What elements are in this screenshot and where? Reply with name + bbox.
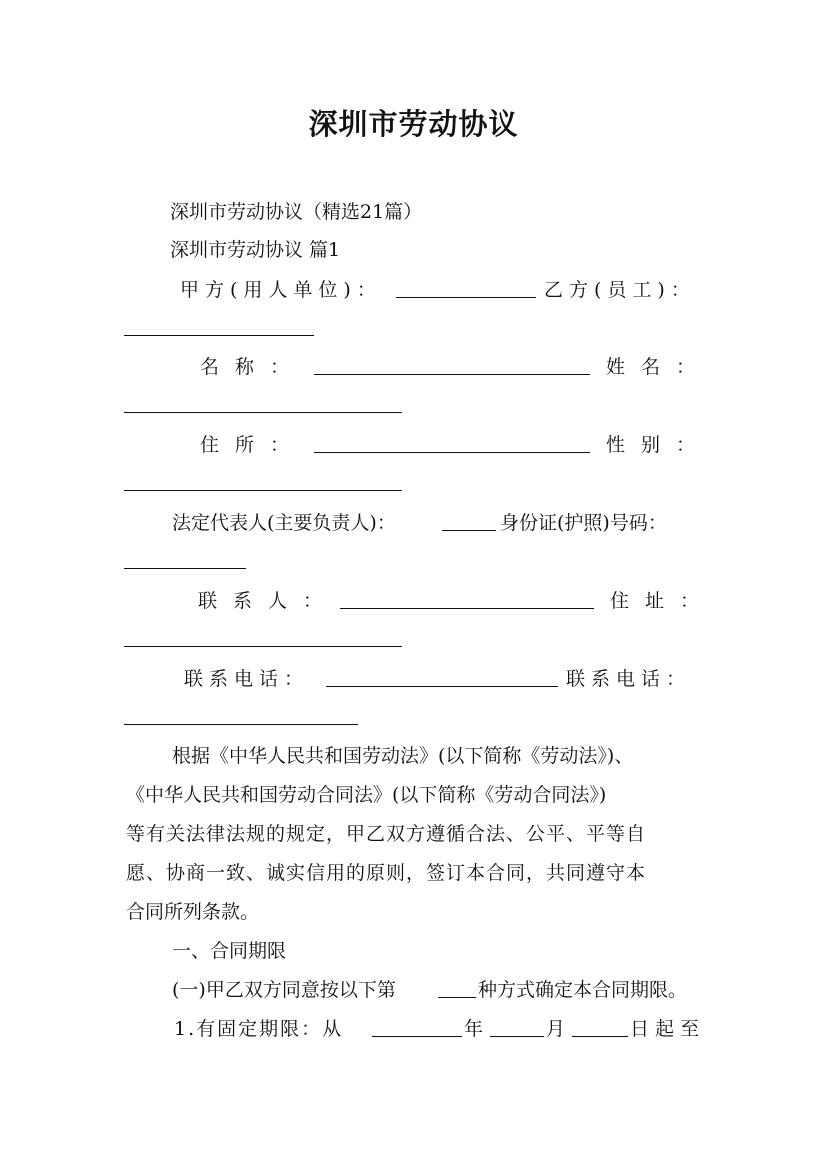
phone-a-blank[interactable]: [326, 686, 558, 687]
document-title: 深圳市劳动协议: [308, 107, 519, 141]
id-number-blank[interactable]: [124, 568, 246, 569]
day-label: 日起至: [630, 1018, 706, 1040]
gender-label: 性别：: [606, 434, 712, 456]
month-blank[interactable]: [490, 1036, 544, 1037]
section-heading: 深圳市劳动协议 篇1: [170, 239, 341, 261]
clause-heading: 一、合同期限: [172, 940, 287, 962]
party-a-blank[interactable]: [396, 297, 536, 298]
paragraph-line-3: 等有关法律法规的规定，甲乙双方遵循合法、公平、平等自: [126, 823, 647, 845]
person-name-blank[interactable]: [124, 412, 402, 413]
address-label: 住址：: [610, 590, 716, 612]
paragraph-line-2: 《中华人民共和国劳动合同法》(以下简称《劳动合同法》): [126, 784, 607, 806]
clause-2-prefix: 1.有固定期限：从: [174, 1018, 344, 1040]
name-label: 名称：: [200, 356, 306, 378]
legal-rep-label: 法定代表人(主要负责人)：: [172, 512, 396, 534]
paragraph-line-4: 愿、协商一致、诚实信用的原则，签订本合同，共同遵守本: [126, 862, 647, 884]
clause-1-suffix: 种方式确定本合同期限。: [478, 979, 688, 1001]
subtitle: 深圳市劳动协议（精选21篇）: [170, 201, 423, 223]
clause-1-prefix: (一)甲乙双方同意按以下第: [172, 979, 396, 1001]
clause-1-blank[interactable]: [438, 997, 476, 998]
contact-person-blank[interactable]: [340, 608, 594, 609]
legal-rep-blank[interactable]: [442, 530, 496, 531]
month-label: 月: [546, 1018, 566, 1040]
address-blank[interactable]: [124, 646, 402, 647]
year-blank[interactable]: [372, 1036, 462, 1037]
paragraph-line-5: 合同所列条款。: [126, 901, 260, 923]
party-b-blank[interactable]: [124, 335, 314, 336]
name-blank[interactable]: [314, 374, 590, 375]
person-name-label: 姓名：: [606, 356, 712, 378]
gender-blank[interactable]: [124, 490, 402, 491]
party-a-label: 甲方(用人单位)：: [180, 279, 382, 301]
residence-label: 住所：: [200, 434, 306, 456]
phone-b-label: 联系电话：: [566, 668, 692, 690]
phone-b-blank[interactable]: [124, 724, 358, 725]
party-b-label: 乙方(员工)：: [544, 279, 696, 301]
contact-person-label: 联系人：: [198, 590, 339, 612]
paragraph-line-1: 根据《中华人民共和国劳动法》(以下简称《劳动法》)、: [172, 745, 634, 767]
day-blank[interactable]: [572, 1036, 628, 1037]
residence-blank[interactable]: [314, 452, 590, 453]
id-number-label: 身份证(护照)号码：: [500, 512, 667, 534]
phone-a-label: 联系电话：: [184, 668, 310, 690]
year-label: 年: [464, 1018, 484, 1040]
